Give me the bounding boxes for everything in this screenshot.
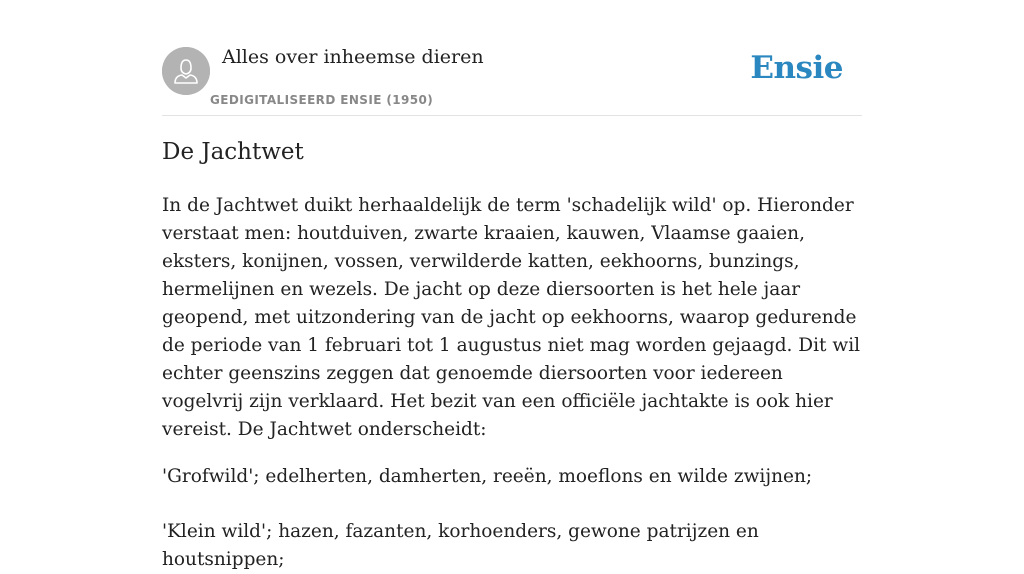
article-paragraph: 'Grofwild'; edelherten, damherten, reeën, moeflons en wilde zwijnen; xyxy=(162,466,813,487)
article-paragraph: In de Jachtwet duikt herhaaldelijk de term 'schadelijk wild' op. Hieronder verstaat men: houtduiven, zwarte kraaien, kauwen, Vlaamse gaaien, eksters, konijnen, vossen, verwilderde katten, eekhoorns, bunzings, hermelijnen en wezels. De jacht op deze diersoorten is het hele jaar geopend, met uitzondering van de jacht op eekhoorns, waarop gedurende de periode van 1 februari tot 1 augustus niet mag worden gejaagd. Dit wil echter geenszins zeggen dat genoemde diersoorten voor iedereen vogelvrij zijn verklaard. Het bezit van een officiële jachtakte is ook hier vereist. De Jachtwet onderscheidt: xyxy=(162,195,861,440)
ensie-logo[interactable]: Ensie xyxy=(750,50,843,86)
article-paragraph: 'Klein wild'; hazen, fazanten, korhoenders, gewone patrijzen en houtsnippen; xyxy=(162,521,759,570)
article-title: De Jachtwet xyxy=(162,139,304,165)
site-subtitle: GEDIGITALISEERD ENSIE (1950) xyxy=(210,93,434,107)
site-header xyxy=(162,0,862,116)
site-title[interactable]: Alles over inheemse dieren xyxy=(222,46,484,68)
user-silhouette-icon xyxy=(162,47,210,95)
article-body xyxy=(162,192,862,574)
avatar[interactable] xyxy=(162,47,210,95)
content-container xyxy=(162,0,862,570)
